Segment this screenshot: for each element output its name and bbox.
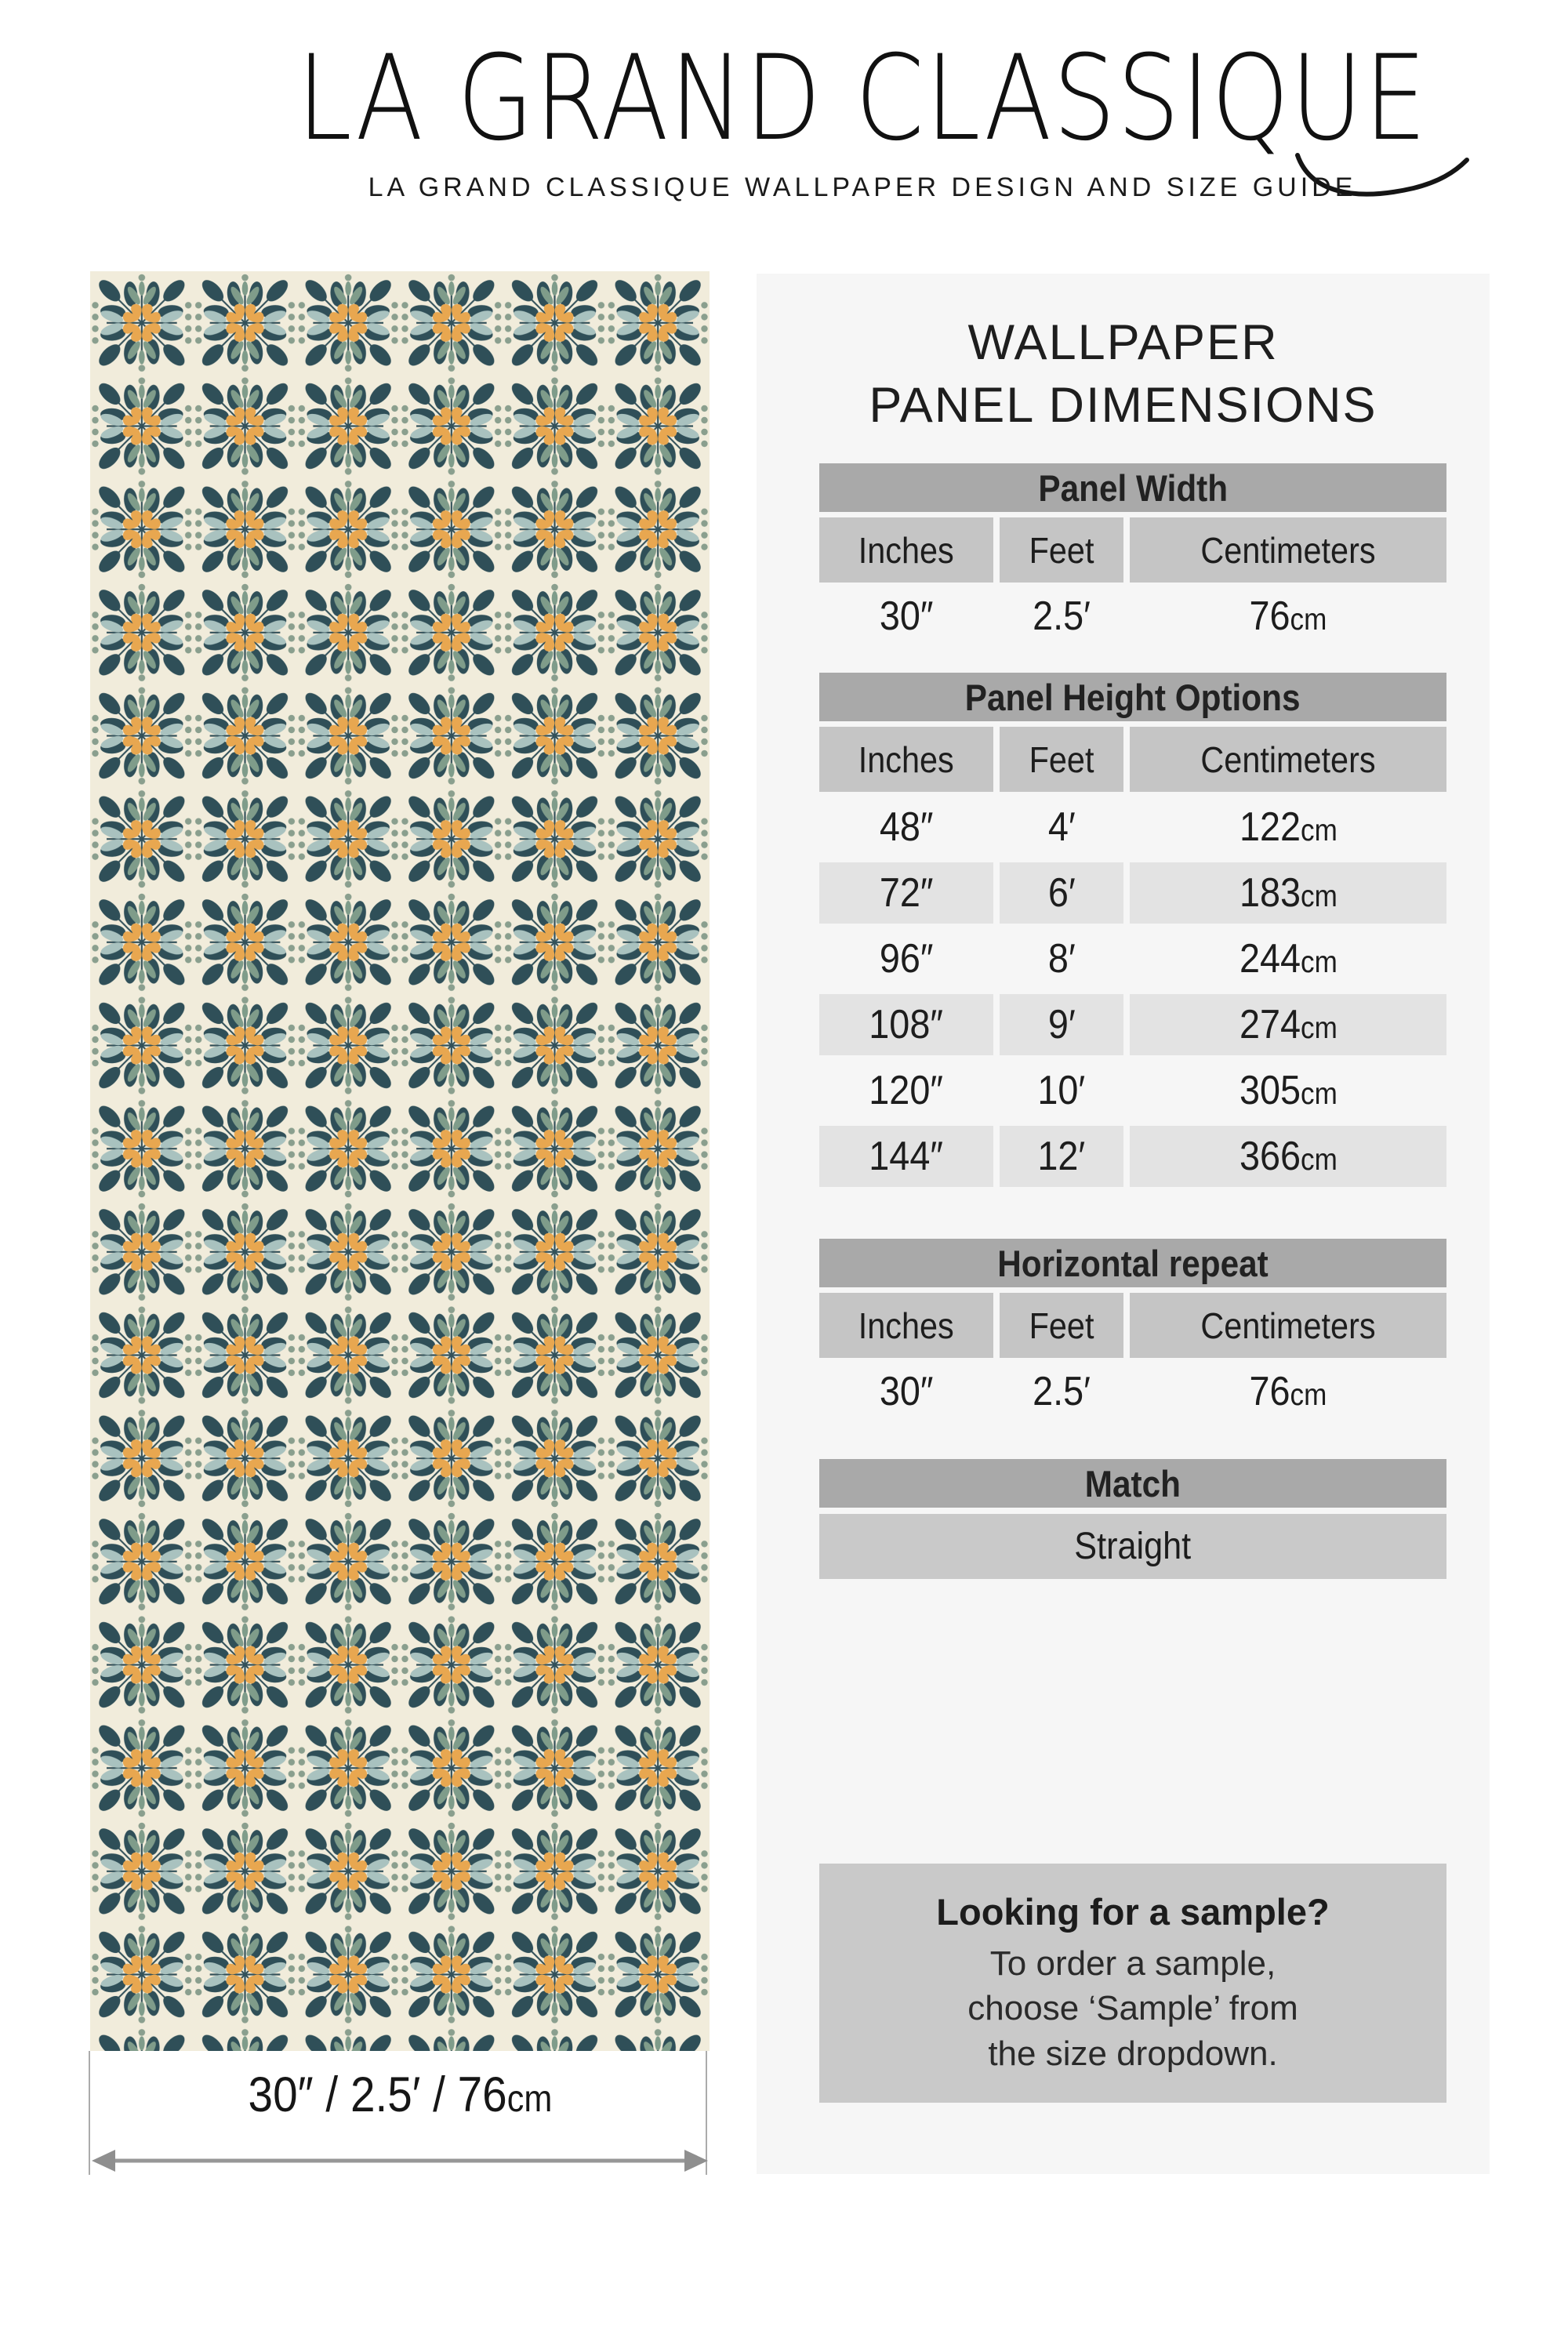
height-cm: 244cm [1239, 936, 1338, 982]
brand-subtitle: LA GRAND CLASSIQUE WALLPAPER DESIGN AND SIZE GUIDE [368, 172, 1357, 202]
height-feet: 9′ [1000, 992, 1123, 1058]
width-feet: 2.5′ [1033, 593, 1091, 639]
height-feet: 10′ [1037, 1068, 1086, 1113]
height-inches: 96″ [879, 936, 934, 982]
height-row-96 [819, 926, 1446, 992]
width-inches: 30″ [879, 593, 934, 639]
height-cm: 305cm [1239, 1068, 1338, 1113]
col-header-inches: Inches [819, 727, 993, 792]
column-header-row [819, 1293, 1446, 1358]
height-cm: 274cm [1130, 992, 1446, 1058]
panel-width-header: Panel Width [819, 463, 1446, 512]
panel-width-annotation-label [90, 2067, 710, 2123]
repeat-feet: 2.5′ [1033, 1368, 1091, 1414]
height-cm: 122cm [1239, 804, 1338, 850]
dimensions-tables [819, 463, 1446, 2103]
wallpaper-pattern-swatch [90, 271, 710, 2051]
height-row-108 [819, 992, 1446, 1058]
col-header-feet: Feet [1000, 727, 1123, 792]
sample-box-body: To order a sample, choose ‘Sample’ from the size dropdown. [967, 1944, 1298, 2073]
column-header-row [819, 727, 1446, 792]
col-header-feet: Feet [1000, 1293, 1123, 1358]
dimensions-panel [757, 274, 1490, 2174]
height-feet: 4′ [1047, 804, 1076, 850]
width-arrow-icon [90, 2145, 710, 2176]
height-feet: 6′ [1000, 860, 1123, 926]
height-inches: 120″ [869, 1068, 944, 1113]
column-header-row [819, 517, 1446, 583]
height-cm: 366cm [1130, 1123, 1446, 1189]
width-cm: 76cm [1249, 593, 1327, 639]
panel-dimensions-title: WALLPAPER PANEL DIMENSIONS [869, 315, 1377, 433]
height-feet: 12′ [1000, 1123, 1123, 1189]
height-inches: 108″ [819, 992, 993, 1058]
match-value: Straight [819, 1514, 1446, 1579]
repeat-inches: 30″ [879, 1368, 934, 1414]
width-value: 30″ / 2.5′ / 76 [248, 2067, 507, 2122]
brand-title: LA GRAND CLASSIQUE [296, 31, 1428, 167]
height-row-120 [819, 1058, 1446, 1123]
col-header-inches: Inches [819, 517, 993, 583]
panel-width-values-row [819, 583, 1446, 649]
height-row-72 [819, 860, 1446, 926]
col-header-centimeters: Centimeters [1130, 517, 1446, 583]
repeat-cm: 76cm [1249, 1368, 1327, 1414]
height-feet: 8′ [1047, 936, 1076, 982]
panel-height-header: Panel Height Options [819, 673, 1446, 721]
height-inches: 72″ [819, 860, 993, 926]
height-row-48 [819, 794, 1446, 860]
horizontal-repeat-header: Horizontal repeat [819, 1239, 1446, 1287]
col-header-centimeters: Centimeters [1130, 727, 1446, 792]
col-header-centimeters: Centimeters [1130, 1293, 1446, 1358]
height-inches: 144″ [819, 1123, 993, 1189]
col-header-inches: Inches [819, 1293, 993, 1358]
height-cm: 183cm [1130, 860, 1446, 926]
sample-info-box [819, 1864, 1446, 2103]
repeat-values-row [819, 1358, 1446, 1425]
height-inches: 48″ [879, 804, 934, 850]
col-header-feet: Feet [1000, 517, 1123, 583]
width-unit: cm [506, 2078, 552, 2120]
match-header: Match [819, 1459, 1446, 1508]
sample-box-title: Looking for a sample? [936, 1891, 1330, 1933]
height-row-144 [819, 1123, 1446, 1189]
